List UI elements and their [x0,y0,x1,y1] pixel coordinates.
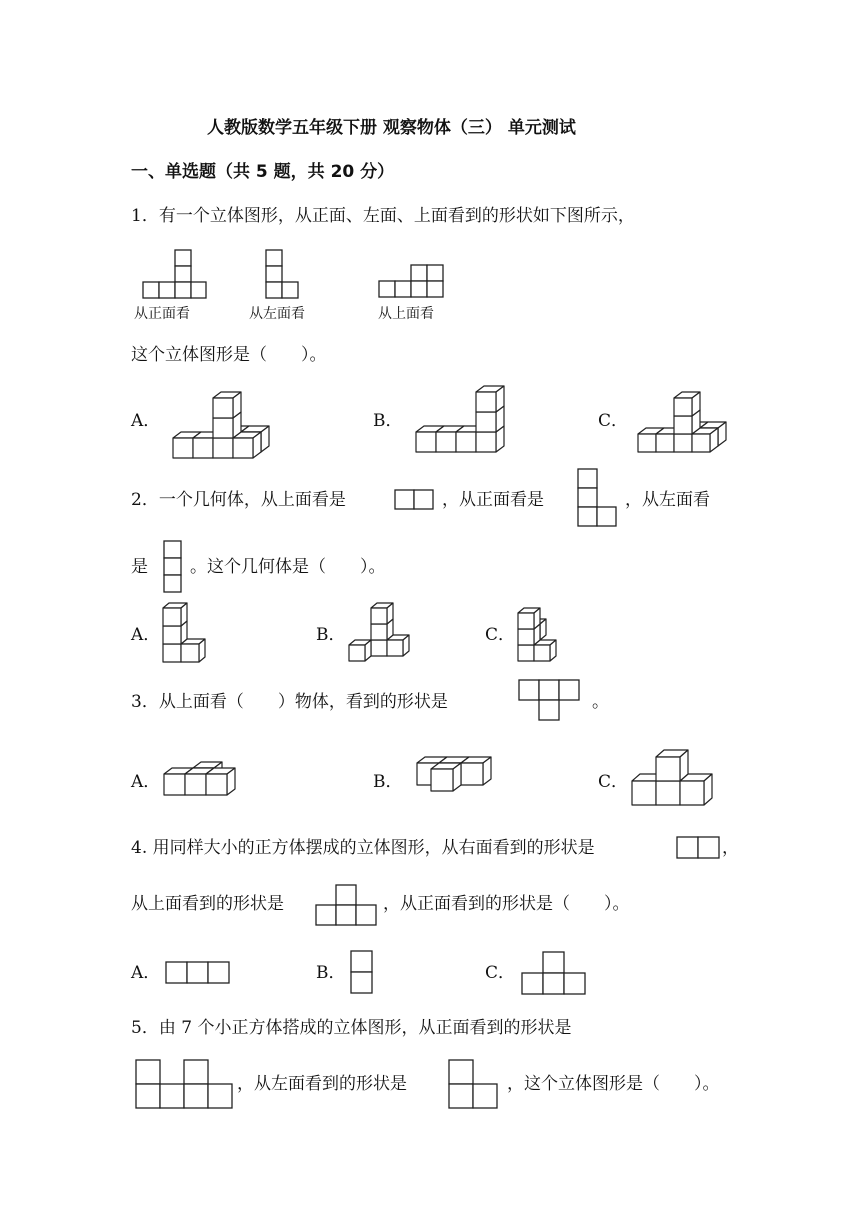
cube-face [680,781,704,805]
cube-face [674,398,692,416]
q4-option-a-figure[interactable] [165,961,231,985]
q3-option-b-figure[interactable] [408,755,490,803]
q3-stem-part1: 3．从上面看（ ）物体，看到的形状是 [131,692,448,712]
cube-face [476,392,496,412]
q5-stem-part2: ，从左面看到的形状是 [237,1074,407,1094]
q3-option-a-label[interactable]: A． [131,772,161,792]
q3-option-b-label[interactable]: B． [373,772,403,792]
q1-option-b-figure[interactable] [415,384,507,456]
cube-face [638,434,656,452]
q4-option-c-label[interactable]: C． [485,963,516,983]
cube-face [213,438,233,458]
q2-stem-part4: 是 [131,557,148,577]
cube-face [213,398,233,418]
q3-stem-part2: 。 [592,692,609,712]
cube-face [349,645,365,661]
q1-top-view [379,264,445,298]
q4-option-b-figure[interactable] [350,950,374,996]
q5-stem-part3: ，这个立体图形是（ ）。 [507,1074,720,1094]
cube-face [674,416,692,434]
q1-front-view [143,249,207,299]
cube-face [518,613,534,629]
q2-stem-part1: 2．一个几何体，从上面看是 [131,490,346,510]
q4-stem-part3: 从上面看到的形状是 [131,894,284,914]
cube-face [431,769,453,791]
q1-option-c-label[interactable]: C． [598,411,629,431]
cube-face [206,774,227,795]
cube-face [656,434,674,452]
q4-top-view [315,884,379,926]
cube-face [534,645,550,661]
q3-top-view [518,679,580,723]
q1-stem: 1．有一个立体图形，从正面、左面、上面看到的形状如下图所示， [131,206,635,226]
q4-stem-part1: 4. 用同样大小的正方体摆成的立体图形，从右面看到的形状是 [131,838,595,858]
cube-face [164,774,185,795]
q2-stem-part5: 。这个几何体是（ ）。 [190,557,386,577]
q2-option-a-label[interactable]: A． [131,625,161,645]
q2-stem-part3: ，从左面看 [625,490,710,510]
cube-face [371,608,387,624]
cube-face [632,781,656,805]
cube-face [213,418,233,438]
q4-stem-part2: ， [722,838,739,858]
cube-face [181,644,199,662]
q2-option-b-label[interactable]: B． [316,625,346,645]
q1-option-c-figure[interactable] [637,384,727,456]
cube-face [461,763,483,785]
cube-face [518,629,534,645]
q1-option-a-label[interactable]: A． [131,411,161,431]
q1-option-b-label[interactable]: B． [373,411,403,431]
q1-caption-front: 从正面看 [134,306,190,322]
cube-face [456,432,476,452]
q5-front-view [135,1059,233,1111]
q2-top-view [394,489,434,511]
cube-face [185,774,206,795]
q1-caption-top: 从上面看 [378,306,434,322]
q2-left-view [163,540,183,594]
q1-caption-left: 从左面看 [249,306,305,322]
q4-option-a-label[interactable]: A． [131,963,161,983]
q4-stem-part4: ，从正面看到的形状是（ ）。 [383,894,630,914]
cube-face [518,645,534,661]
q3-option-a-figure[interactable] [163,760,239,800]
cube-face [476,412,496,432]
cube-face [371,624,387,640]
cube-face [233,438,253,458]
q2-stem-part2: ，从正面看是 [442,490,544,510]
q1-question: 这个立体图形是（ ）。 [131,345,327,365]
cube-face [416,432,436,452]
q2-front-view [577,468,619,530]
cube-face [476,432,496,452]
q3-option-c-label[interactable]: C． [598,772,629,792]
cube-face [163,608,181,626]
cube-face [436,432,456,452]
q4-right-view [676,836,720,860]
cube-face [173,438,193,458]
cube-face [371,640,387,656]
q1-left-view [265,249,301,299]
section-heading: 一、单选题（共 5 题，共 20 分） [131,162,395,182]
page-title: 人教版数学五年级下册 观察物体（三） 单元测试 [207,118,576,138]
cube-face [193,438,213,458]
cube-face [387,640,403,656]
cube-face [656,757,680,781]
cube-face [656,781,680,805]
q2-option-c-figure[interactable] [517,601,567,665]
q2-option-c-label[interactable]: C． [485,625,516,645]
q2-option-a-figure[interactable] [162,601,210,665]
cube-face [692,434,710,452]
q3-option-c-figure[interactable] [631,748,717,816]
q4-option-c-figure[interactable] [521,951,587,997]
cube-face [163,626,181,644]
cube-face [674,434,692,452]
q5-stem-part1: 5．由 7 个小正方体搭成的立体图形，从正面看到的形状是 [131,1018,572,1038]
q4-option-b-label[interactable]: B． [316,963,346,983]
q5-left-view [448,1059,500,1111]
q1-option-a-figure[interactable] [172,384,268,456]
cube-face [163,644,181,662]
q2-option-b-figure[interactable] [348,601,408,665]
